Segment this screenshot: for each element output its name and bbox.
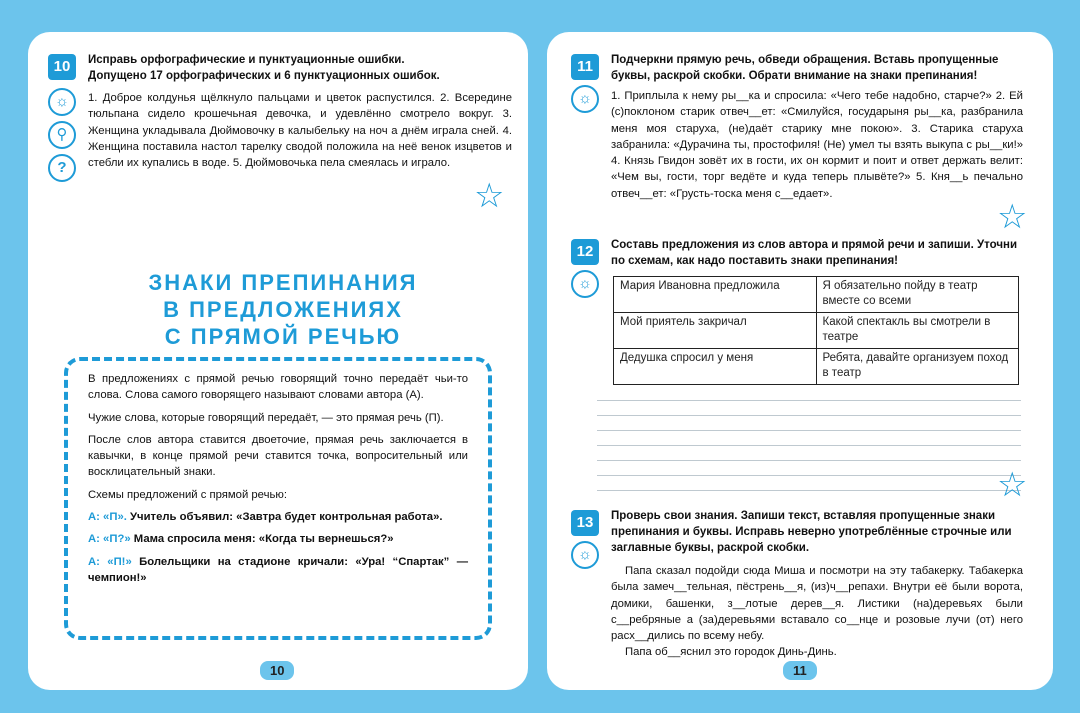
rule-p4: Схемы предложений с прямой речью:: [88, 488, 287, 501]
task-13: [611, 508, 1023, 661]
example-3-scheme: А: «П!»: [88, 555, 132, 568]
task-10-text: 1. Доброе колдунья щёлкнуло пальцами и цветок распустился. 2. Всередине тюльпана сидело крошечьная девочка, и удевлённо смотрело вокруг. 3. Женщина укладывала Дюймовочку в калыбельку на ноч а днём играла сней. 4. Женщина поставила настол тарелку сводой положила на неё венок изцветов и стебли их купались в воде. 5. Дюймовочька пела смеялась и играло.: [88, 92, 512, 170]
writing-line[interactable]: [597, 430, 1021, 431]
rule-p3: После слов автора ставится двоеточие, прямая речь заключается в кавычки, в конце прямой речи ставится точка, вопросительный или восклицательный знаки.: [88, 433, 468, 479]
page-number-right: 11: [783, 661, 817, 680]
right-page: [547, 32, 1053, 690]
example-2-scheme: А: «П?»: [88, 533, 131, 546]
task-11-text: 1. Приплыла к нему ры__ка и спросила: «Чего тебе надобно, старче?» 2. Ей (с)поклоном старик отвеч__ет: «Смилуйся, государыня ры__ка, разбранила меня моя старуха, (не)даёт старику мне покою». 3. Старика старуха забранила: «Дурачина ты, простофиля! (Не) умел ты взять выкупа с ры__ки!» 4. Князь Гвидон зовёт их в гости, их он кормит и поит и ответ держать велит: «Чем вы, гости, торг ведёте и куда теперь плывёте?» 5. Кня__ь печально отвеч__ет: «Грусть-тоска меня с__едает».: [611, 90, 1023, 200]
task-13-instruction: Проверь свои знания. Запиши текст, вставляя пропущенные знаки препинания и буквы. Исправь неверно употреблённые строчные или заглавные буквы, раскрой скобки.: [611, 510, 1012, 554]
lightbulb-icon: ☼: [48, 88, 76, 116]
task-11-instruction: Подчеркни прямую речь, обведи обращения. Вставь пропущенные буквы, раскрой скобки. Обрати внимание на знаки препинания!: [611, 54, 999, 82]
example-1-scheme: А: «П».: [88, 511, 127, 524]
table-row: [614, 277, 1019, 313]
task-11: [611, 52, 1023, 202]
writing-line[interactable]: [597, 490, 1021, 491]
task-10: [88, 52, 512, 171]
direct-speech-cell: Ребята, давайте организуем поход в театр: [816, 349, 1019, 385]
heading-line-3: С ПРЯМОЙ РЕЧЬЮ: [164, 324, 402, 349]
task-10-instruction-1: Исправь орфографические и пунктуационные ошибки.: [88, 54, 405, 66]
task-number-13: 13: [571, 510, 599, 536]
example-3-text: Болельщики на стадионе кричали: «Ура! “Спартак” — чемпион!»: [88, 555, 468, 584]
task-12-instruction: Составь предложения из слов автора и прямой речи и запиши. Уточни по схемам, как надо поставить знаки препинания!: [611, 239, 1018, 267]
lightbulb-icon: ☼: [571, 85, 599, 113]
heading-line-2: В ПРЕДЛОЖЕНИЯХ: [163, 297, 403, 322]
lightbulb-icon: ☼: [571, 270, 599, 298]
star-icon: ☆: [997, 198, 1028, 236]
left-page: [28, 32, 528, 690]
task-12: [611, 237, 1023, 269]
task-number-10: 10: [48, 54, 76, 80]
star-icon: ☆: [997, 466, 1028, 504]
writing-line[interactable]: [597, 415, 1021, 416]
rule-example-1: [88, 509, 468, 525]
heading-line-1: ЗНАКИ ПРЕПИНАНИЯ: [148, 270, 418, 295]
star-icon: ☆: [474, 177, 505, 215]
table-row: [614, 349, 1019, 385]
direct-speech-cell: Я обязательно пойду в театр вместе со всеми: [816, 277, 1019, 313]
task-number-11: 11: [571, 54, 599, 80]
writing-line[interactable]: [597, 475, 1021, 476]
author-words-cell: Мария Ивановна предложила: [614, 277, 817, 313]
section-heading: [88, 269, 478, 350]
rule-example-2: [88, 531, 468, 547]
table-row: [614, 313, 1019, 349]
writing-line[interactable]: [597, 400, 1021, 401]
example-2-text: Мама спросила меня: «Когда ты вернешься?»: [133, 533, 394, 546]
task-13-paragraph-2: Папа об__яснил это городок Динь-Динь.: [625, 646, 837, 659]
page-number-left: 10: [260, 661, 294, 680]
magnifier-icon: ⚲: [48, 121, 76, 149]
rule-box: [64, 357, 492, 640]
task-10-instruction-2: Допущено 17 орфографических и 6 пунктуационных ошибок.: [88, 70, 440, 82]
author-words-cell: Дедушка спросил у меня: [614, 349, 817, 385]
example-1-text: Учитель объявил: «Завтра будет контрольная работа».: [130, 511, 443, 524]
lightbulb-icon: ☼: [571, 541, 599, 569]
writing-line[interactable]: [597, 460, 1021, 461]
task-number-12: 12: [571, 239, 599, 265]
writing-line[interactable]: [597, 445, 1021, 446]
task-13-paragraph-1: Папа сказал подойди сюда Миша и посмотри на эту табакерку. Табакерка была замеч__тельная, пёстрень__я, (из)ч__репахи. Внутри её были ворота, домики, башенки, з__лотые дерев__я. Листики (на)деревьях были с__ребряные а (за)деревьями вставало со__нце и розовые лучи (от) него расх__дились по всему небу.: [611, 565, 1023, 643]
direct-speech-cell: Какой спектакль вы смотрели в театре: [816, 313, 1019, 349]
scheme-table: [613, 276, 1019, 385]
author-words-cell: Мой приятель закричал: [614, 313, 817, 349]
rule-example-3: [88, 554, 468, 587]
question-icon: ?: [48, 154, 76, 182]
rule-p1: В предложениях с прямой речью говорящий точно передаёт чьи-то слова. Слова самого говорящего называют словами автора (А).: [88, 373, 468, 402]
rule-p2: Чужие слова, которые говорящий передаёт, — это прямая речь (П).: [88, 411, 444, 424]
